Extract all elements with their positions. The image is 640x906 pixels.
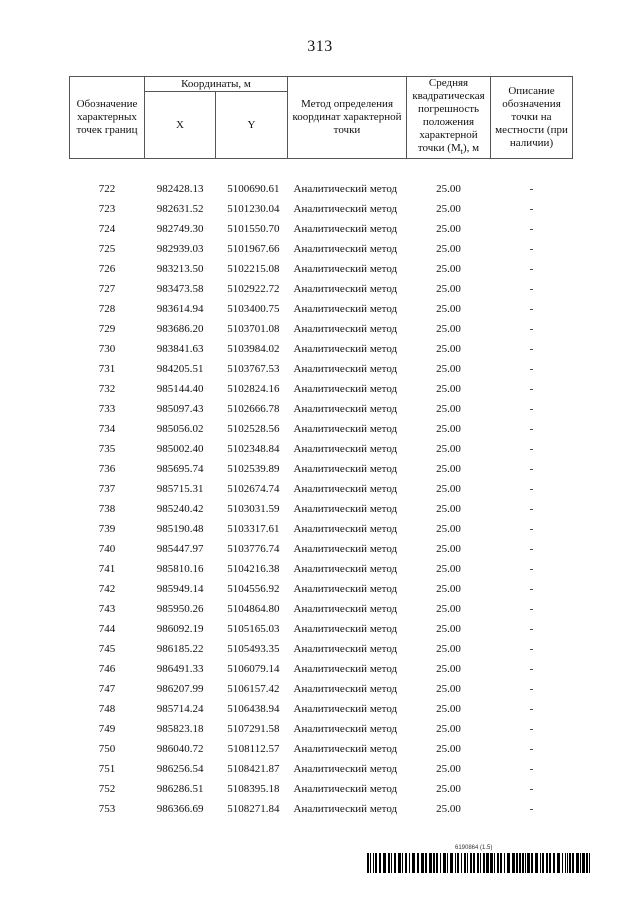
description-cell: -	[529, 203, 534, 216]
coord-x-cell: 986256.54	[156, 763, 204, 776]
description-cell: -	[529, 703, 534, 716]
method-cell: Аналитический метод	[293, 543, 398, 556]
coord-x-cell: 986040.72	[156, 743, 204, 756]
coord-y-cell: 5101967.66	[227, 243, 280, 256]
table-row	[70, 299, 573, 319]
coord-x-cell: 986286.51	[156, 783, 204, 796]
point-number-cell: 731	[98, 363, 116, 376]
method-cell: Аналитический метод	[293, 503, 398, 516]
description-cell: -	[529, 483, 534, 496]
method-cell: Аналитический метод	[293, 343, 398, 356]
point-number-cell: 749	[98, 723, 116, 736]
point-number-cell: 722	[98, 183, 116, 196]
point-number-cell: 753	[98, 803, 116, 816]
coord-x-cell: 982939.03	[156, 243, 204, 256]
table-row	[70, 459, 573, 479]
method-cell: Аналитический метод	[293, 683, 398, 696]
mean-error-cell: 25.00	[436, 183, 461, 196]
method-cell: Аналитический метод	[293, 403, 398, 416]
method-cell: Аналитический метод	[293, 383, 398, 396]
description-cell: -	[529, 343, 534, 356]
method-cell: Аналитический метод	[293, 323, 398, 336]
table-row	[70, 599, 573, 619]
method-cell: Аналитический метод	[293, 443, 398, 456]
point-number-cell: 747	[98, 683, 116, 696]
point-number-cell: 737	[98, 483, 116, 496]
description-cell: -	[529, 223, 534, 236]
table-row	[70, 679, 573, 699]
method-cell: Аналитический метод	[293, 283, 398, 296]
mean-error-cell: 25.00	[436, 663, 461, 676]
table-row	[70, 799, 573, 819]
mean-error-cell: 25.00	[436, 243, 461, 256]
method-cell: Аналитический метод	[293, 183, 398, 196]
coord-y-cell: 5100690.61	[227, 183, 280, 196]
coord-x-cell: 982631.52	[156, 203, 204, 216]
coord-x-cell: 985949.14	[156, 583, 204, 596]
point-number-cell: 735	[98, 443, 116, 456]
coord-x-cell: 985810.16	[156, 563, 204, 576]
description-cell: -	[529, 183, 534, 196]
coord-x-cell: 983686.20	[156, 323, 204, 336]
point-number-cell: 745	[98, 643, 116, 656]
coord-y-cell: 5104216.38	[227, 563, 280, 576]
point-number-cell: 744	[98, 623, 116, 636]
coord-y-cell: 5103701.08	[227, 323, 280, 336]
coord-x-cell: 986092.19	[156, 623, 204, 636]
description-cell: -	[529, 523, 534, 536]
coord-y-cell: 5106438.94	[227, 703, 280, 716]
mean-error-cell: 25.00	[436, 743, 461, 756]
mean-error-cell: 25.00	[436, 563, 461, 576]
method-cell: Аналитический метод	[293, 643, 398, 656]
table-row	[70, 239, 573, 259]
table-row	[70, 319, 573, 339]
coord-y-cell: 5106157.42	[227, 683, 280, 696]
point-number-cell: 743	[98, 603, 116, 616]
point-number-cell: 741	[98, 563, 116, 576]
mean-error-cell: 25.00	[436, 443, 461, 456]
point-number-cell: 734	[98, 423, 116, 436]
coord-x-cell: 983473.58	[156, 283, 204, 296]
coord-x-cell: 985190.48	[156, 523, 204, 536]
description-cell: -	[529, 743, 534, 756]
method-cell: Аналитический метод	[293, 583, 398, 596]
coord-x-cell: 985950.26	[156, 603, 204, 616]
coord-y-cell: 5103317.61	[227, 523, 280, 536]
method-cell: Аналитический метод	[293, 763, 398, 776]
coord-x-cell: 982749.30	[156, 223, 204, 236]
description-cell: -	[529, 303, 534, 316]
point-number-cell: 739	[98, 523, 116, 536]
coord-y-cell: 5105493.35	[227, 643, 280, 656]
mean-error-cell: 25.00	[436, 683, 461, 696]
coord-y-cell: 5102824.16	[227, 383, 280, 396]
coord-y-cell: 5103984.02	[227, 343, 280, 356]
method-cell: Аналитический метод	[293, 223, 398, 236]
coord-x-cell: 985714.24	[156, 703, 204, 716]
table-row	[70, 739, 573, 759]
mean-error-cell: 25.00	[436, 503, 461, 516]
header-mean-error-unit: ), м	[462, 142, 480, 154]
table-row	[70, 559, 573, 579]
description-cell: -	[529, 623, 534, 636]
coord-y-cell: 5103031.59	[227, 503, 280, 516]
table-row	[70, 279, 573, 299]
description-cell: -	[529, 263, 534, 276]
description-cell: -	[529, 403, 534, 416]
description-cell: -	[529, 563, 534, 576]
coord-y-cell: 5101230.04	[227, 203, 280, 216]
mean-error-cell: 25.00	[436, 463, 461, 476]
coord-x-cell: 983213.50	[156, 263, 204, 276]
mean-error-cell: 25.00	[436, 203, 461, 216]
coord-x-cell: 985695.74	[156, 463, 204, 476]
mean-error-cell: 25.00	[436, 403, 461, 416]
table-row	[70, 659, 573, 679]
coord-x-cell: 985823.18	[156, 723, 204, 736]
point-number-cell: 727	[98, 283, 116, 296]
description-cell: -	[529, 503, 534, 516]
description-cell: -	[529, 363, 534, 376]
point-number-cell: 723	[98, 203, 116, 216]
description-cell: -	[529, 783, 534, 796]
table-row	[70, 619, 573, 639]
document-code: 6190864 (1.5)	[455, 845, 493, 851]
coord-x-cell: 986366.69	[156, 803, 204, 816]
mean-error-cell: 25.00	[436, 323, 461, 336]
method-cell: Аналитический метод	[293, 203, 398, 216]
coord-y-cell: 5104864.80	[227, 603, 280, 616]
point-number-cell: 728	[98, 303, 116, 316]
mean-error-cell: 25.00	[436, 263, 461, 276]
coord-y-cell: 5103767.53	[227, 363, 280, 376]
description-cell: -	[529, 463, 534, 476]
description-cell: -	[529, 443, 534, 456]
coord-x-cell: 985715.31	[156, 483, 204, 496]
table-row	[70, 759, 573, 779]
description-cell: -	[529, 583, 534, 596]
mean-error-cell: 25.00	[436, 623, 461, 636]
description-cell: -	[529, 803, 534, 816]
coord-y-cell: 5108112.57	[227, 743, 280, 756]
point-number-cell: 733	[98, 403, 116, 416]
mean-error-cell: 25.00	[436, 223, 461, 236]
mean-error-cell: 25.00	[436, 523, 461, 536]
description-cell: -	[529, 423, 534, 436]
mean-error-cell: 25.00	[436, 303, 461, 316]
coord-y-cell: 5102528.56	[227, 423, 280, 436]
header-mean-error-text: Средняя квадратическая погрешность положения характерной точки (M	[412, 77, 485, 154]
method-cell: Аналитический метод	[293, 563, 398, 576]
coord-x-cell: 985097.43	[156, 403, 204, 416]
header-description: Описание обозначения точки на местности (при наличии)	[491, 77, 573, 159]
description-cell: -	[529, 763, 534, 776]
method-cell: Аналитический метод	[293, 483, 398, 496]
coord-y-cell: 5102674.74	[227, 483, 280, 496]
coord-x-cell: 984205.51	[156, 363, 204, 376]
point-number-cell: 736	[98, 463, 116, 476]
point-number-cell: 732	[98, 383, 116, 396]
table-row	[70, 479, 573, 499]
table-row	[70, 259, 573, 279]
point-number-cell: 730	[98, 343, 116, 356]
coordinates-table	[69, 76, 573, 819]
coord-x-cell: 986207.99	[156, 683, 204, 696]
mean-error-cell: 25.00	[436, 783, 461, 796]
table-body	[70, 159, 573, 820]
point-number-cell: 742	[98, 583, 116, 596]
coord-x-cell: 982428.13	[156, 183, 204, 196]
method-cell: Аналитический метод	[293, 303, 398, 316]
table-row	[70, 499, 573, 519]
coord-x-cell: 985144.40	[156, 383, 204, 396]
method-cell: Аналитический метод	[293, 783, 398, 796]
description-cell: -	[529, 683, 534, 696]
point-number-cell: 738	[98, 503, 116, 516]
method-cell: Аналитический метод	[293, 663, 398, 676]
barcode	[367, 853, 591, 873]
header-coordinates: Координаты, м	[145, 77, 288, 92]
mean-error-cell: 25.00	[436, 643, 461, 656]
description-cell: -	[529, 283, 534, 296]
table-row	[70, 719, 573, 739]
coord-y-cell: 5102215.08	[227, 263, 280, 276]
table-row	[70, 639, 573, 659]
coord-y-cell: 5107291.58	[227, 723, 280, 736]
method-cell: Аналитический метод	[293, 363, 398, 376]
method-cell: Аналитический метод	[293, 603, 398, 616]
coord-y-cell: 5102666.78	[227, 403, 280, 416]
table-row	[70, 779, 573, 799]
mean-error-cell: 25.00	[436, 763, 461, 776]
method-cell: Аналитический метод	[293, 703, 398, 716]
table-row	[70, 359, 573, 379]
coord-y-cell: 5108421.87	[227, 763, 280, 776]
method-cell: Аналитический метод	[293, 803, 398, 816]
mean-error-cell: 25.00	[436, 363, 461, 376]
mean-error-cell: 25.00	[436, 723, 461, 736]
point-number-cell: 725	[98, 243, 116, 256]
coord-y-cell: 5102922.72	[227, 283, 280, 296]
method-cell: Аналитический метод	[293, 743, 398, 756]
mean-error-cell: 25.00	[436, 483, 461, 496]
table-row	[70, 179, 573, 199]
mean-error-cell: 25.00	[436, 343, 461, 356]
description-cell: -	[529, 643, 534, 656]
description-cell: -	[529, 723, 534, 736]
description-cell: -	[529, 383, 534, 396]
method-cell: Аналитический метод	[293, 243, 398, 256]
table-row	[70, 699, 573, 719]
description-cell: -	[529, 323, 534, 336]
header-method: Метод определения координат характерной точки	[288, 77, 407, 159]
coord-y-cell: 5106079.14	[227, 663, 280, 676]
mean-error-cell: 25.00	[436, 603, 461, 616]
table-row	[70, 219, 573, 239]
coord-x-cell: 986185.22	[156, 643, 204, 656]
point-number-cell: 740	[98, 543, 116, 556]
method-cell: Аналитический метод	[293, 723, 398, 736]
point-number-cell: 724	[98, 223, 116, 236]
table-row	[70, 539, 573, 559]
coord-y-cell: 5101550.70	[227, 223, 280, 236]
point-number-cell: 750	[98, 743, 116, 756]
mean-error-cell: 25.00	[436, 543, 461, 556]
header-mean-error-subscript: t	[460, 147, 463, 157]
header-point-designation: Обозначение характерных точек границ	[70, 77, 145, 159]
header-mean-error	[407, 77, 491, 159]
mean-error-cell: 25.00	[436, 703, 461, 716]
coord-y-cell: 5102348.84	[227, 443, 280, 456]
description-cell: -	[529, 603, 534, 616]
coord-y-cell: 5104556.92	[227, 583, 280, 596]
mean-error-cell: 25.00	[436, 803, 461, 816]
mean-error-cell: 25.00	[436, 283, 461, 296]
mean-error-cell: 25.00	[436, 423, 461, 436]
coord-x-cell: 983614.94	[156, 303, 204, 316]
point-number-cell: 752	[98, 783, 116, 796]
coord-y-cell: 5105165.03	[227, 623, 280, 636]
description-cell: -	[529, 243, 534, 256]
coord-y-cell: 5103400.75	[227, 303, 280, 316]
header-y: Y	[216, 92, 288, 159]
coord-x-cell: 986491.33	[156, 663, 204, 676]
description-cell: -	[529, 543, 534, 556]
coord-y-cell: 5103776.74	[227, 543, 280, 556]
coord-x-cell: 985002.40	[156, 443, 204, 456]
coord-y-cell: 5108395.18	[227, 783, 280, 796]
table-row	[70, 339, 573, 359]
coord-x-cell: 985240.42	[156, 503, 204, 516]
point-number-cell: 746	[98, 663, 116, 676]
page-number: 313	[307, 38, 333, 55]
table-row	[70, 519, 573, 539]
header-x: X	[145, 92, 216, 159]
coord-x-cell: 985056.02	[156, 423, 204, 436]
table-row	[70, 199, 573, 219]
mean-error-cell: 25.00	[436, 383, 461, 396]
point-number-cell: 726	[98, 263, 116, 276]
description-cell: -	[529, 663, 534, 676]
point-number-cell: 729	[98, 323, 116, 336]
table-row	[70, 439, 573, 459]
mean-error-cell: 25.00	[436, 583, 461, 596]
point-number-cell: 748	[98, 703, 116, 716]
coord-y-cell: 5102539.89	[227, 463, 280, 476]
table-row	[70, 399, 573, 419]
coord-x-cell: 983841.63	[156, 343, 204, 356]
table-row	[70, 579, 573, 599]
coord-y-cell: 5108271.84	[227, 803, 280, 816]
point-number-cell: 751	[98, 763, 116, 776]
method-cell: Аналитический метод	[293, 523, 398, 536]
method-cell: Аналитический метод	[293, 423, 398, 436]
method-cell: Аналитический метод	[293, 463, 398, 476]
coord-x-cell: 985447.97	[156, 543, 204, 556]
table-row	[70, 379, 573, 399]
method-cell: Аналитический метод	[293, 623, 398, 636]
table-row	[70, 419, 573, 439]
method-cell: Аналитический метод	[293, 263, 398, 276]
